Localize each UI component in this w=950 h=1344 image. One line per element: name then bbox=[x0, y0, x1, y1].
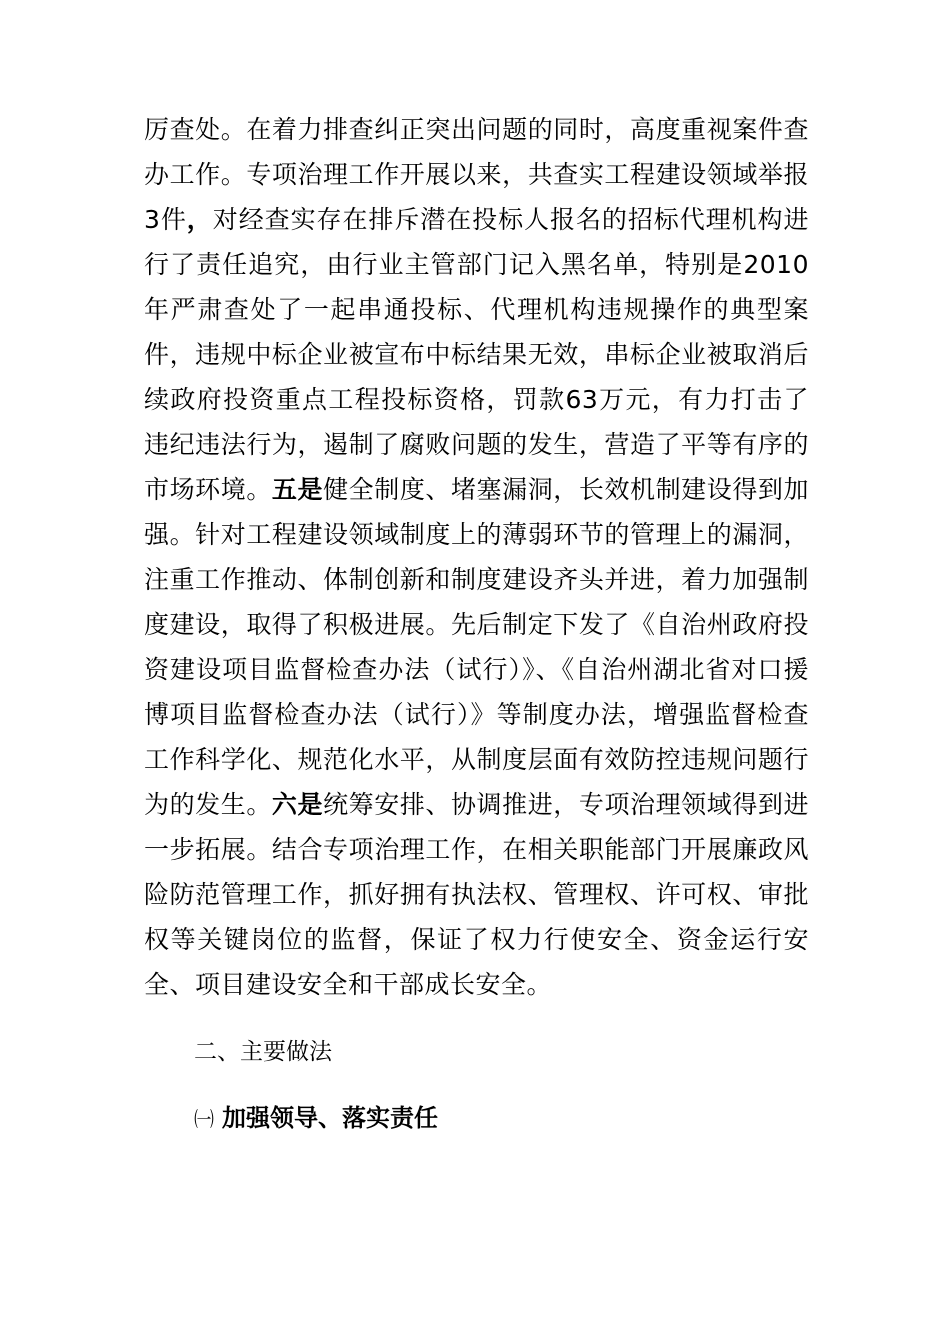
paragraph-text-4: 统筹安排、协调推进，专项治理领域得到进一步拓展。结合专项治理工作，在相关职能部门开展廉政风险防范管理工作，抓好拥有执法权、管理权、许可权、审批权等关键岗位的监督，保证了权力行使安全、资金运行安全、项目建设安全和干部成长安全。 bbox=[144, 790, 809, 999]
subsection-heading bbox=[194, 1097, 438, 1140]
section-heading: 二、主要做法 bbox=[194, 1039, 332, 1065]
subsection-title: 加强领导、落实责任 bbox=[222, 1104, 438, 1132]
paragraph-text-1: 厉查处。在着力排查纠正突出问题的同时，高度重视案件查办工作。专项治理工作开展以来，共查实工程建设领域举报3件 bbox=[144, 115, 809, 234]
paragraph-text-2: 对经查实存在排斥潜在投标人报名的招标代理机构进行了责任追究，由行业主管部门记入黑名单，特别是2010年严肃查处了一起串通投标、代理机构违规操作的典型案件，违规中标企业被宣布中标结果无效，串标企业被取消后续政府投资重点工程投标资格，罚款63万元，有力打击了违纪违法行为，遏制了腐败问题的发生，营造了平等有序的市场环境。 bbox=[144, 205, 809, 504]
bold-comma: ， bbox=[186, 205, 213, 234]
point-five-label: 五是 bbox=[271, 475, 324, 504]
point-six-label: 六是 bbox=[271, 790, 324, 819]
subsection-number: ㈠ bbox=[194, 1107, 214, 1131]
body-paragraph bbox=[144, 107, 809, 1007]
paragraph-text-3: 健全制度、堵塞漏洞，长效机制建设得到加强。针对工程建设领域制度上的薄弱环节的管理上的漏洞，注重工作推动、体制创新和制度建设齐头并进，着力加强制度建设，取得了积极进展。先后制定下发了《自治州政府投资建设项目监督检查办法（试行）》、《自治州湖北省对口援博项目监督检查办法（试行）》等制度办法，增强监督检查工作科学化、规范化水平，从制度层面有效防控违规问题行为的发生。 bbox=[144, 475, 809, 819]
